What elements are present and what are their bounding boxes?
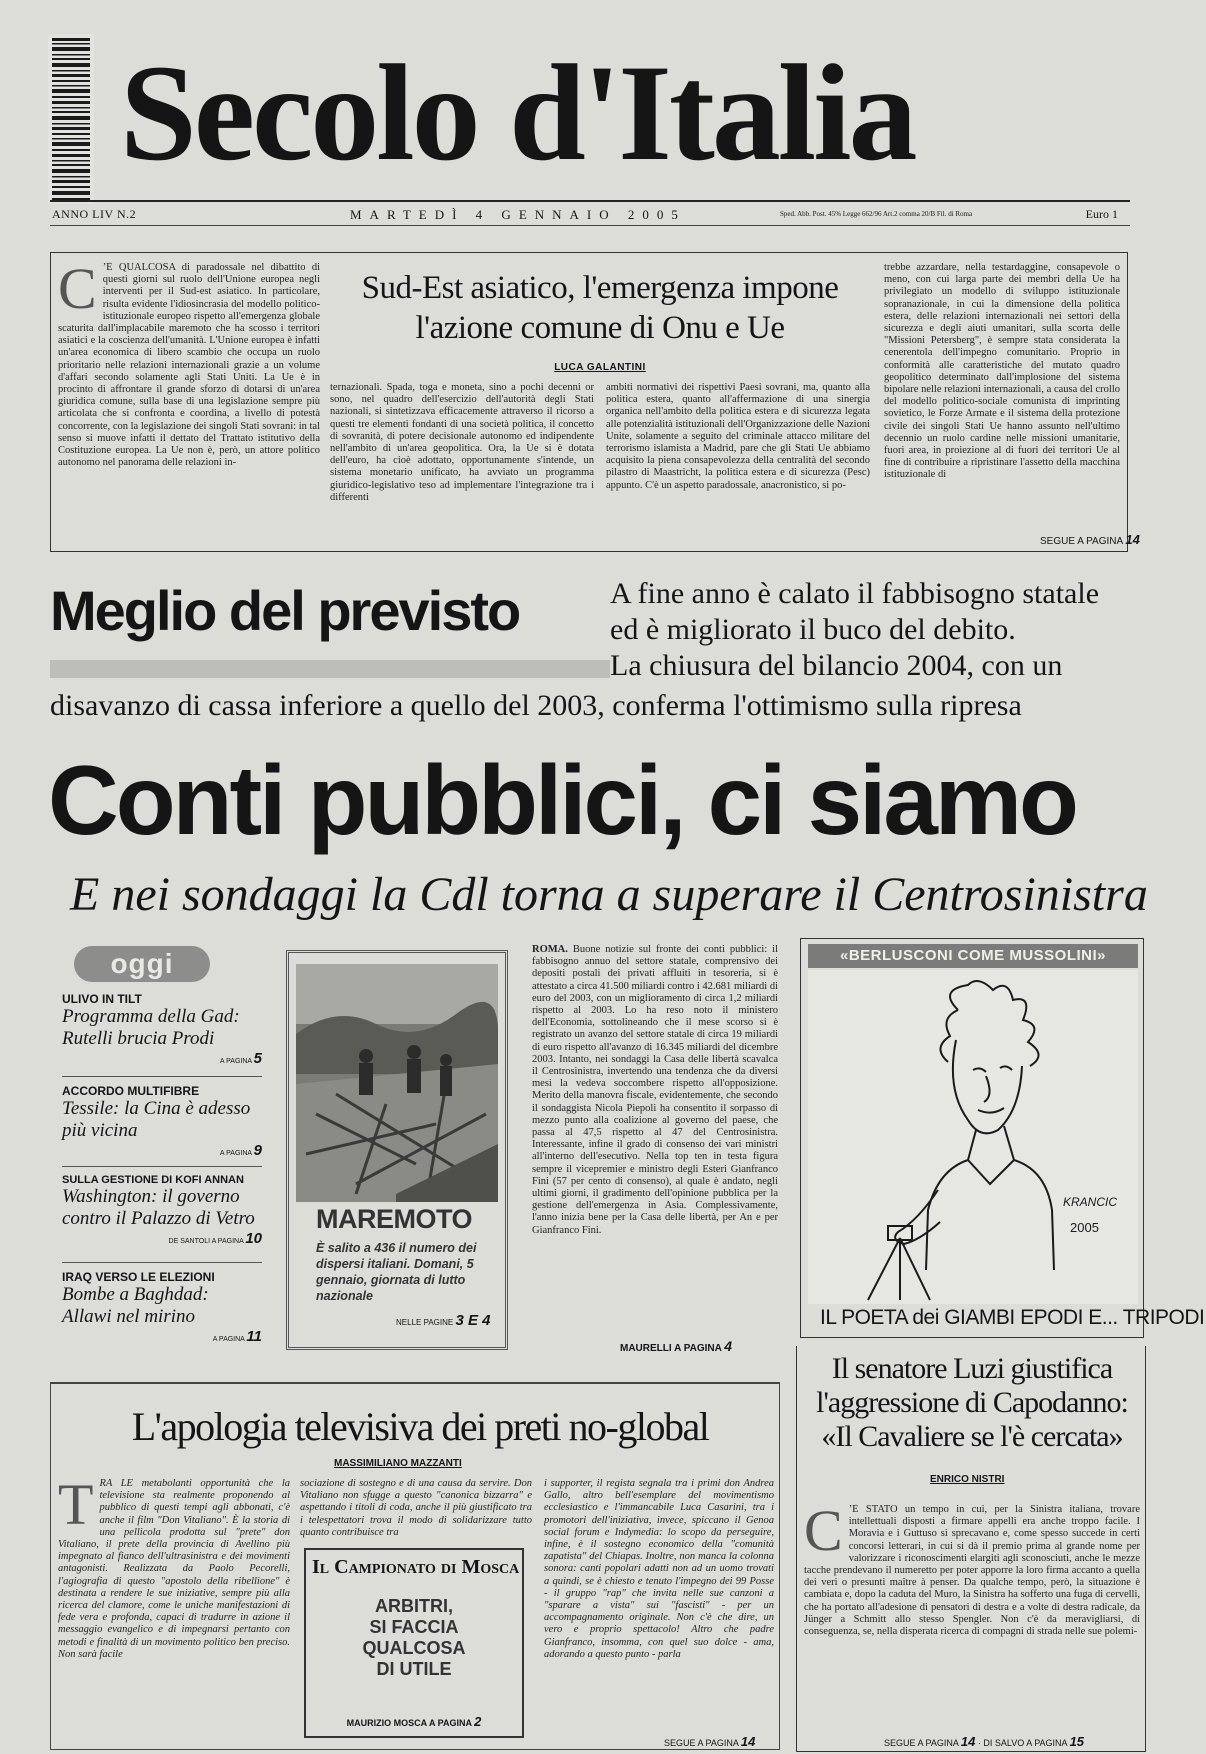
editorial-dropcap: C <box>58 262 97 321</box>
index-divider <box>62 1076 262 1077</box>
luzi-dropcap: C <box>804 1504 843 1563</box>
lead-article-body: ROMA. Buone notizie sul fronte dei conti pubblici: il fabbisogno annuo del settore statale, comprensivo dei depositi postali dei privati affluiti in tesoreria, si è attestato a circa 41.500 miliardi contro i 42.681 miliardi di euro del 2003, con un miglioramento di circa 1,2 miliardi rispetto al 2003. Lo ha reso noto il ministero dell'Economia, sottolineando che il mese scorso si è registrato un avanzo del settore statale di circa 19 miliardi di euro rispetto all'avanzo di 16.345 miliardi del dicembre 2003. Intanto, nei sondaggi la Casa delle libertà scavalca il Centrosinistra, invertendo una tendenza che da diversi mesi la vedeva soccombere rispetto all'opposizione. Merito della manovra fiscale, evidentemente, che secondo il sondaggista Nicola Piepoli ha consentito il sorpasso di mezzo punto alla coalizione al governo del paese, che passa al 47,5 rispetto al 47 del Centrosinistra. Interessante, infine il grado di consenso dei vari ministri all'interno dell'esecutivo. Nella top ten in testa figura sempre il vicepremier e ministro degli Esteri Gianfranco Fini (57 per cento di consenso), al quale è andato, negli ultimi giorni, il gradimento dell'opinione pubblica per la gestione dell'emergenza in Asia. Complessivamente, l'anno inizia bene per la Casa delle libertà, per An e per Gianfranco Fini. <box>532 944 778 1236</box>
cartoon-signature: KRANCIC <box>1063 1195 1118 1209</box>
issue-date: MARTEDÌ 4 GENNAIO 2005 <box>350 207 686 222</box>
postal-notice: Sped. Abb. Post. 45% Legge 662/96 Art.2 comma 20/B Fil. di Roma <box>780 210 973 218</box>
index-item-kofi-annan[interactable]: SULLA GESTIONE DI KOFI ANNAN Washington: il governo contro il Palazzo di Vetro DE SANTOLI A PAGINA 10 <box>62 1174 262 1247</box>
barcode <box>48 34 94 204</box>
campionato-headline[interactable]: ARBITRI, SI FACCIA QUALCOSA DI UTILE <box>362 1596 466 1679</box>
campionato-title: Il Campionato di Mosca <box>312 1556 520 1578</box>
cartoon-caption: IL POETA dei GIAMBI EPODI E... TRIPODI <box>820 1306 1205 1329</box>
cartoon-year: 2005 <box>1070 1220 1099 1235</box>
lead-kicker: Meglio del previsto <box>50 579 520 642</box>
editorial-continued-link[interactable]: SEGUE A PAGINA 14 <box>1040 532 1140 547</box>
index-divider <box>62 1166 262 1167</box>
luzi-continued-link[interactable]: SEGUE A PAGINA 14 · DI SALVO A PAGINA 15 <box>884 1734 1085 1749</box>
oggi-badge: oggi <box>74 946 210 982</box>
issue-price: Euro 1 <box>1085 207 1118 221</box>
maremoto-title[interactable]: MAREMOTO <box>316 1204 472 1234</box>
masthead-info-bar <box>50 200 1130 226</box>
kicker-shade-bar <box>50 660 610 678</box>
editorial-column-2: ternazionali. Spada, toga e moneta, sino a pochi decenni or sono, nel quadro dell'esercizio dell'autorità degli Stati nazionali, si sintetizzava efficacemente attraverso il ricorso a questi tre elementi fondanti di una società politica, il concetto di sovranità, di potere decisionale autonomo ed indipendente nell'ambito di un'area geopolitica. Ora, la Ue si è dotata dell'euro, ha cioè adottato, opportunamente s'intende, un sistema monetario unificato, ha avviato un programma giuridico-legislativo teso ad implementare l'integrazione tra i differenti <box>330 382 594 503</box>
caricature-image <box>808 970 1138 1304</box>
tsunami-photo-image <box>296 964 498 1202</box>
apologia-continued-link[interactable]: SEGUE A PAGINA 14 <box>664 1734 756 1749</box>
lead-headline[interactable]: Conti pubblici, ci siamo <box>48 745 1076 855</box>
editorial-headline[interactable]: Sud-Est asiatico, l'emergenza impone l'azione comune di Onu e Ue <box>361 270 839 346</box>
apologia-headline[interactable]: L'apologia televisiva dei preti no-global <box>131 1404 709 1449</box>
index-item-multifibre[interactable]: ACCORDO MULTIFIBRE Tessile: la Cina è adesso più vicina A PAGINA 9 <box>62 1084 262 1159</box>
index-item-ulivo[interactable]: ULIVO IN TILT Programma della Gad: Rutelli brucia Prodi A PAGINA 5 <box>62 992 262 1067</box>
barcode-graphic <box>48 34 94 204</box>
masthead <box>120 18 1130 208</box>
luzi-author: ENRICO NISTRI <box>930 1474 1005 1485</box>
apologia-author: MASSIMILIANO MAZZANTI <box>334 1458 462 1469</box>
maremoto-text: È salito a 436 il numero dei dispersi italiani. Domani, 5 gennaio, giornata di lutto nazionale <box>316 1241 477 1303</box>
apologia-column-1: TRA LE metabolanti opportunità che la televisione sta realmente proponendo al pubblico di questi tempi agli abbonati, c'è anche il film "Don Vitaliano". È la storia di una pellicola prodotta sul "prete" don Vitaliano, il prete della provincia di Avellino più impegnato al fianco dell'ultrasinistra e dei movimenti antagonisti. Realizzata da Paolo Pecorelli, l'agiografia di questo "apostolo della ribellione" è destinata a rendere le sue iniziative, sempre più alla ricerca del clamore, come le uniche manifestazioni di fede vera e profonda, capaci di tradurre in azione il messaggio evangelico e di impegnarsi pertanto con metodi e finalità di un movimento politico ben preciso. Non sarà facile <box>58 1478 290 1660</box>
lead-deck-continued: disavanzo di cassa inferiore a quello del 2003, conferma l'ottimismo sulla ripresa <box>50 689 1022 722</box>
lead-deck: A fine anno è calato il fabbisogno statale ed è migliorato il buco del debito. La chiusura del bilancio 2004, con un <box>610 577 1100 682</box>
index-item-iraq[interactable]: IRAQ VERSO LE ELEZIONI Bombe a Baghdad: Allawi nel mirino A PAGINA 11 <box>62 1270 262 1345</box>
masthead-title: Secolo d'Italia <box>120 36 915 189</box>
apologia-dropcap: T <box>58 1478 94 1537</box>
issue-number: ANNO LIV N.2 <box>52 207 137 221</box>
apologia-column-2: sociazione di sostegno e di una causa da servire. Don Vitaliano non sfugge a questo "canonica bizzarra" e aspettando i titoli di coda, anche il più giustificato tra i telespettatori trova il modo di solidarizzare tutto quanto contribuisce tra <box>300 1478 532 1538</box>
editorial-column-1: C ’È QUALCOSA di paradossale nel dibattito di questi giorni sul ruolo dell'Unione europea negli interventi per il Sud-est asiatico. In particolare, risulta evidente l'idiosincrasia del modello politico-istituzionale europeo rispetto all'emergenza globale scaturita dall'implacabile maremoto che ha scosso i territori asiatici e la coscienza dell'umanità. L'Unione europea è infatti un'area economica di libero scambio che occupa un ruolo prioritario nelle relazioni internazionali grazie a un volume d'affari secondo solamente agli Stati Uniti. La Ue è in procinto di affrontare il grande sforzo di dotarsi di un'area giuridica comune, sulla base di una legislazione sempre più articolata che si confronta e coordina, a livello di potestà concorrente, con la legislazione dei singoli Stati sovrani: in tal senso si muove infatti il dettato del Trattato istitutivo della Costituzione europea. La Ue non è, però, un attore politico autonomo nel panorama delle relazioni in- <box>58 262 320 469</box>
luzi-article-body: C ’È STATO un tempo in cui, per la Sinistra italiana, trovare intellettuali disposti a firmare appelli era anche troppo facile. I Moravia e i Guttuso si sprecavano e, come spesso succede in certi concorsi letterari, in cui si dà il premio prima al grande nome per valorizzare i riconoscimenti elargiti agli sconosciuti, anche le mezze tacche prendevano il numeretto per poter apporre la loro firma accanto a quella dei veri o presunti maître à penser. Da qualche tempo, però, la situazione è cambiata e, dopo la caduta del Muro, la Sinistra ha sofferto una fuga di cervelli, che ha portato all'adesione di pensatori di destra e a volte di destra radicale, da Jünger a Schmitt allo stesso Spengler. Non c'è da meravigliarsi, di conseguenza, se, nella disperata ricerca di compagni di strada nelle sue polemi- <box>804 1504 1140 1638</box>
index-divider <box>62 1262 262 1263</box>
maremoto-page-ref[interactable]: NELLE PAGINE 3 E 4 <box>396 1312 491 1329</box>
lead-subhead: E nei sondaggi la Cdl torna a superare il Centrosinistra <box>70 868 1148 921</box>
campionato-page-ref[interactable]: MAURIZIO MOSCA A PAGINA 2 <box>346 1714 482 1729</box>
editorial-column-4: trebbe azzardare, nella testardaggine, consapevole o meno, con cui larga parte dei membri della Ue ha privilegiato un modello di sviluppo istituzionale sopranazionale, in cui la dimensione della politica estera, delle relazioni internazionali nei settori della sicurezza e degli aiuti umanitari, sulla scorta delle "Missioni Petersberg", è sempre stata considerata la cenerentola dell'impegno comunitario. Proprio in conformità alle caratteristiche del mutato quadro geopolitico determinato dall'implosione del sistema bipolare nelle relazioni internazionali, a causa del crollo del modello politico-sociale comunista di imprinting sovietico, le Forze Armate e il sistema della protezione civile dei singoli Stati Ue hanno assunto nell'ultimo decennio un ruolo cardine nelle missioni umanitarie, fuori area, in proiezione al di fuori dei territori Ue al fine di contribuire a ripristinare l'assetto della macchina istituzionale di <box>884 262 1120 481</box>
caricature-drawing <box>808 970 1138 1304</box>
lead-article-continued[interactable]: MAURELLI A PAGINA 4 <box>620 1338 733 1354</box>
editorial-author: LUCA GALANTINI <box>554 362 646 373</box>
cartoon-kicker: «BERLUSCONI COME MUSSOLINI» <box>808 944 1138 968</box>
luzi-headline[interactable]: Il senatore Luzi giustifica l'aggressione di Capodanno: «Il Cavaliere se l'è cercata» <box>816 1352 1128 1453</box>
tsunami-photo <box>296 964 498 1202</box>
editorial-column-3: ambiti normativi dei rispettivi Paesi sovrani, ma, quanto alla politica estera, quanto all'affermazione di una sinergia organica nell'ambito della politica estera e di sicurezza legata alle potenzialità istituzionali dell'Organizzazione delle Nazioni Unite, solamente a seguito del criminale attacco militare del terrorismo islamista a Madrid, pare che gli Stati Ue abbiamo acquisito la piena consapevolezza della centralità del secondo pilastro di Maastricht, la politica estera e di sicurezza (Pesc) appunto. C'è un aspetto paradossale, anacronistico, si po- <box>606 382 870 491</box>
apologia-column-3: i supporter, il regista segnala tra i primi don Andrea Gallo, altro bell'esemplare del movimentismo ecclesiastico e l'immancabile Luca Casarini, tra i promotori dell'iniziativa, invece, spiccano il Genoa social forum e Indymedia: lo scopo da perseguire, infine, è il sostegno economico della "comunità zapatista" del Chiapas. Inoltre, non manca la colonna sonora: canti popolari adatti non ad un uomo trovati a quindi, se è chiesto e tenuto l'impegno dei 99 Posse - il gruppo "rap" che invita nelle sue canzoni a "sparare a vista" sui "fascisti" - per un accompagnamento originale. Non c'è che dire, un vero e proprio spettacolo! Altro che padre Gianfranco, insomma, con quel suo dolce - ama, adorando a questo punto - parla <box>544 1478 774 1660</box>
